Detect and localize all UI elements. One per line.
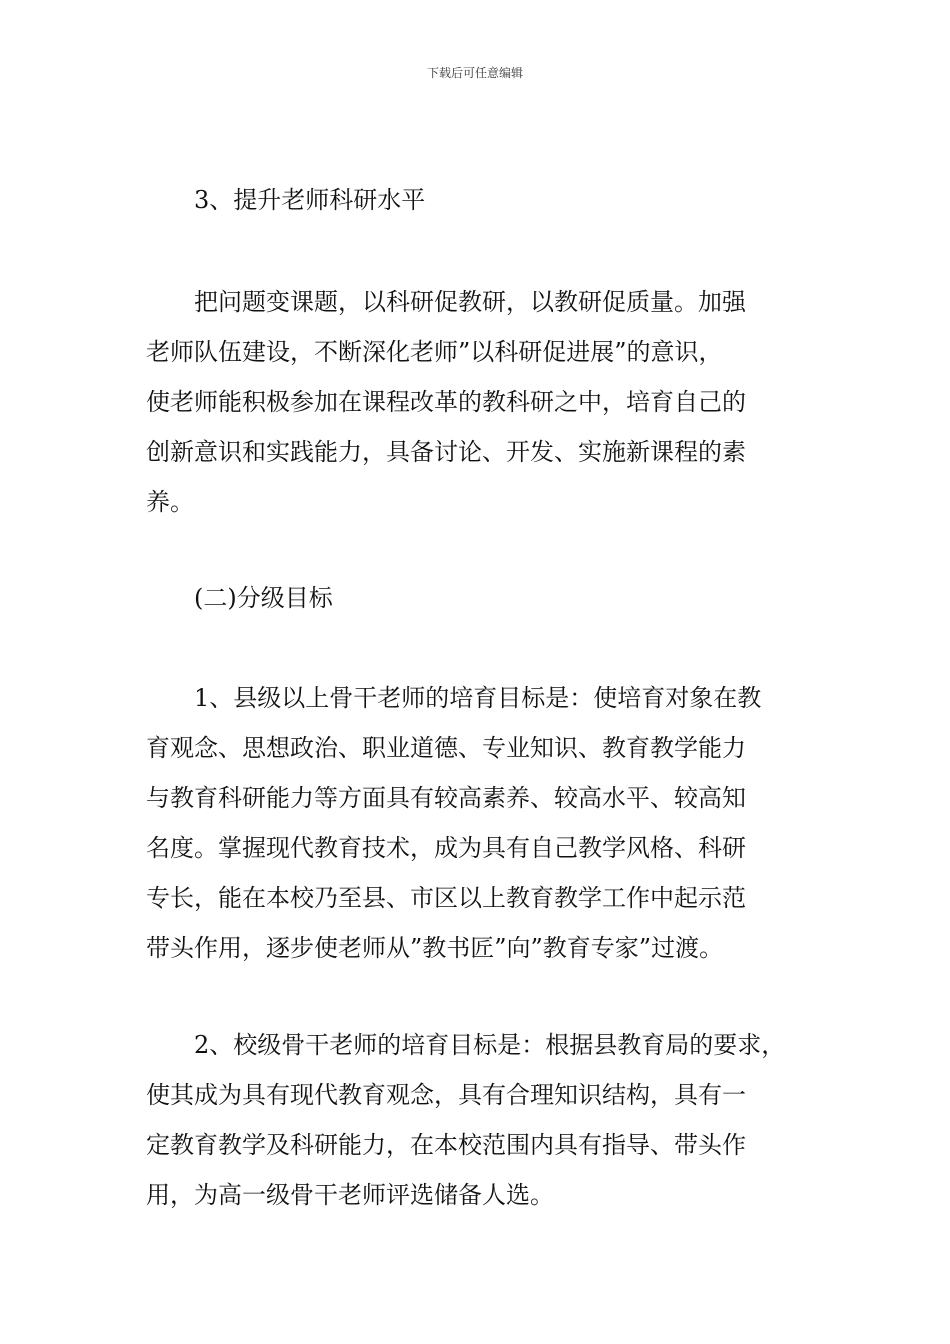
- paragraph-line: 与教育科研能力等方面具有较高素养、较高水平、较高知: [146, 784, 746, 812]
- paragraph-line: 名度。掌握现代教育技术，成为具有自己教学风格、科研: [146, 834, 746, 862]
- paragraph-line: 1、县级以上骨干老师的培育目标是：使培育对象在教: [194, 684, 762, 712]
- paragraph-county-level-goal: [146, 673, 814, 973]
- paragraph-line: 带头作用，逐步使老师从”教书匠”向”教育专家”过渡。: [146, 934, 724, 962]
- paragraph-line: 用，为高一级骨干老师评选储备人选。: [146, 1181, 554, 1209]
- paragraph-line: 使老师能积极参加在课程改革的教科研之中，培育自己的: [146, 388, 746, 416]
- paragraph-line: 使其成为具有现代教育观念，具有合理知识结构，具有一: [146, 1081, 746, 1109]
- paragraph-school-level-goal: [146, 1020, 814, 1220]
- paragraph-line: 把问题变课题，以科研促教研，以教研促质量。加强: [194, 288, 746, 316]
- page-header-note: 下载后可任意编辑: [426, 66, 523, 80]
- heading-tiered-goals: [146, 573, 814, 623]
- paragraph-line: 专长，能在本校乃至县、市区以上教育教学工作中起示范: [146, 884, 746, 912]
- paragraph-line: 创新意识和实践能力，具备讨论、开发、实施新课程的素: [146, 438, 746, 466]
- heading-improve-research: [146, 175, 814, 225]
- heading-line: (二)分级目标: [194, 584, 333, 612]
- paragraph-line: 2、校级骨干老师的培育目标是：根据县教育局的要求，: [194, 1031, 786, 1059]
- paragraph-line: 老师队伍建设，不断深化老师”以科研促进展”的意识，: [146, 338, 723, 366]
- paragraph-line: 定教育教学及科研能力，在本校范围内具有指导、带头作: [146, 1131, 746, 1159]
- paragraph-line: 养。: [146, 488, 194, 516]
- heading-line: 3、提升老师科研水平: [194, 186, 426, 214]
- paragraph-research-goal: [146, 277, 814, 527]
- paragraph-line: 育观念、思想政治、职业道德、专业知识、教育教学能力: [146, 734, 746, 762]
